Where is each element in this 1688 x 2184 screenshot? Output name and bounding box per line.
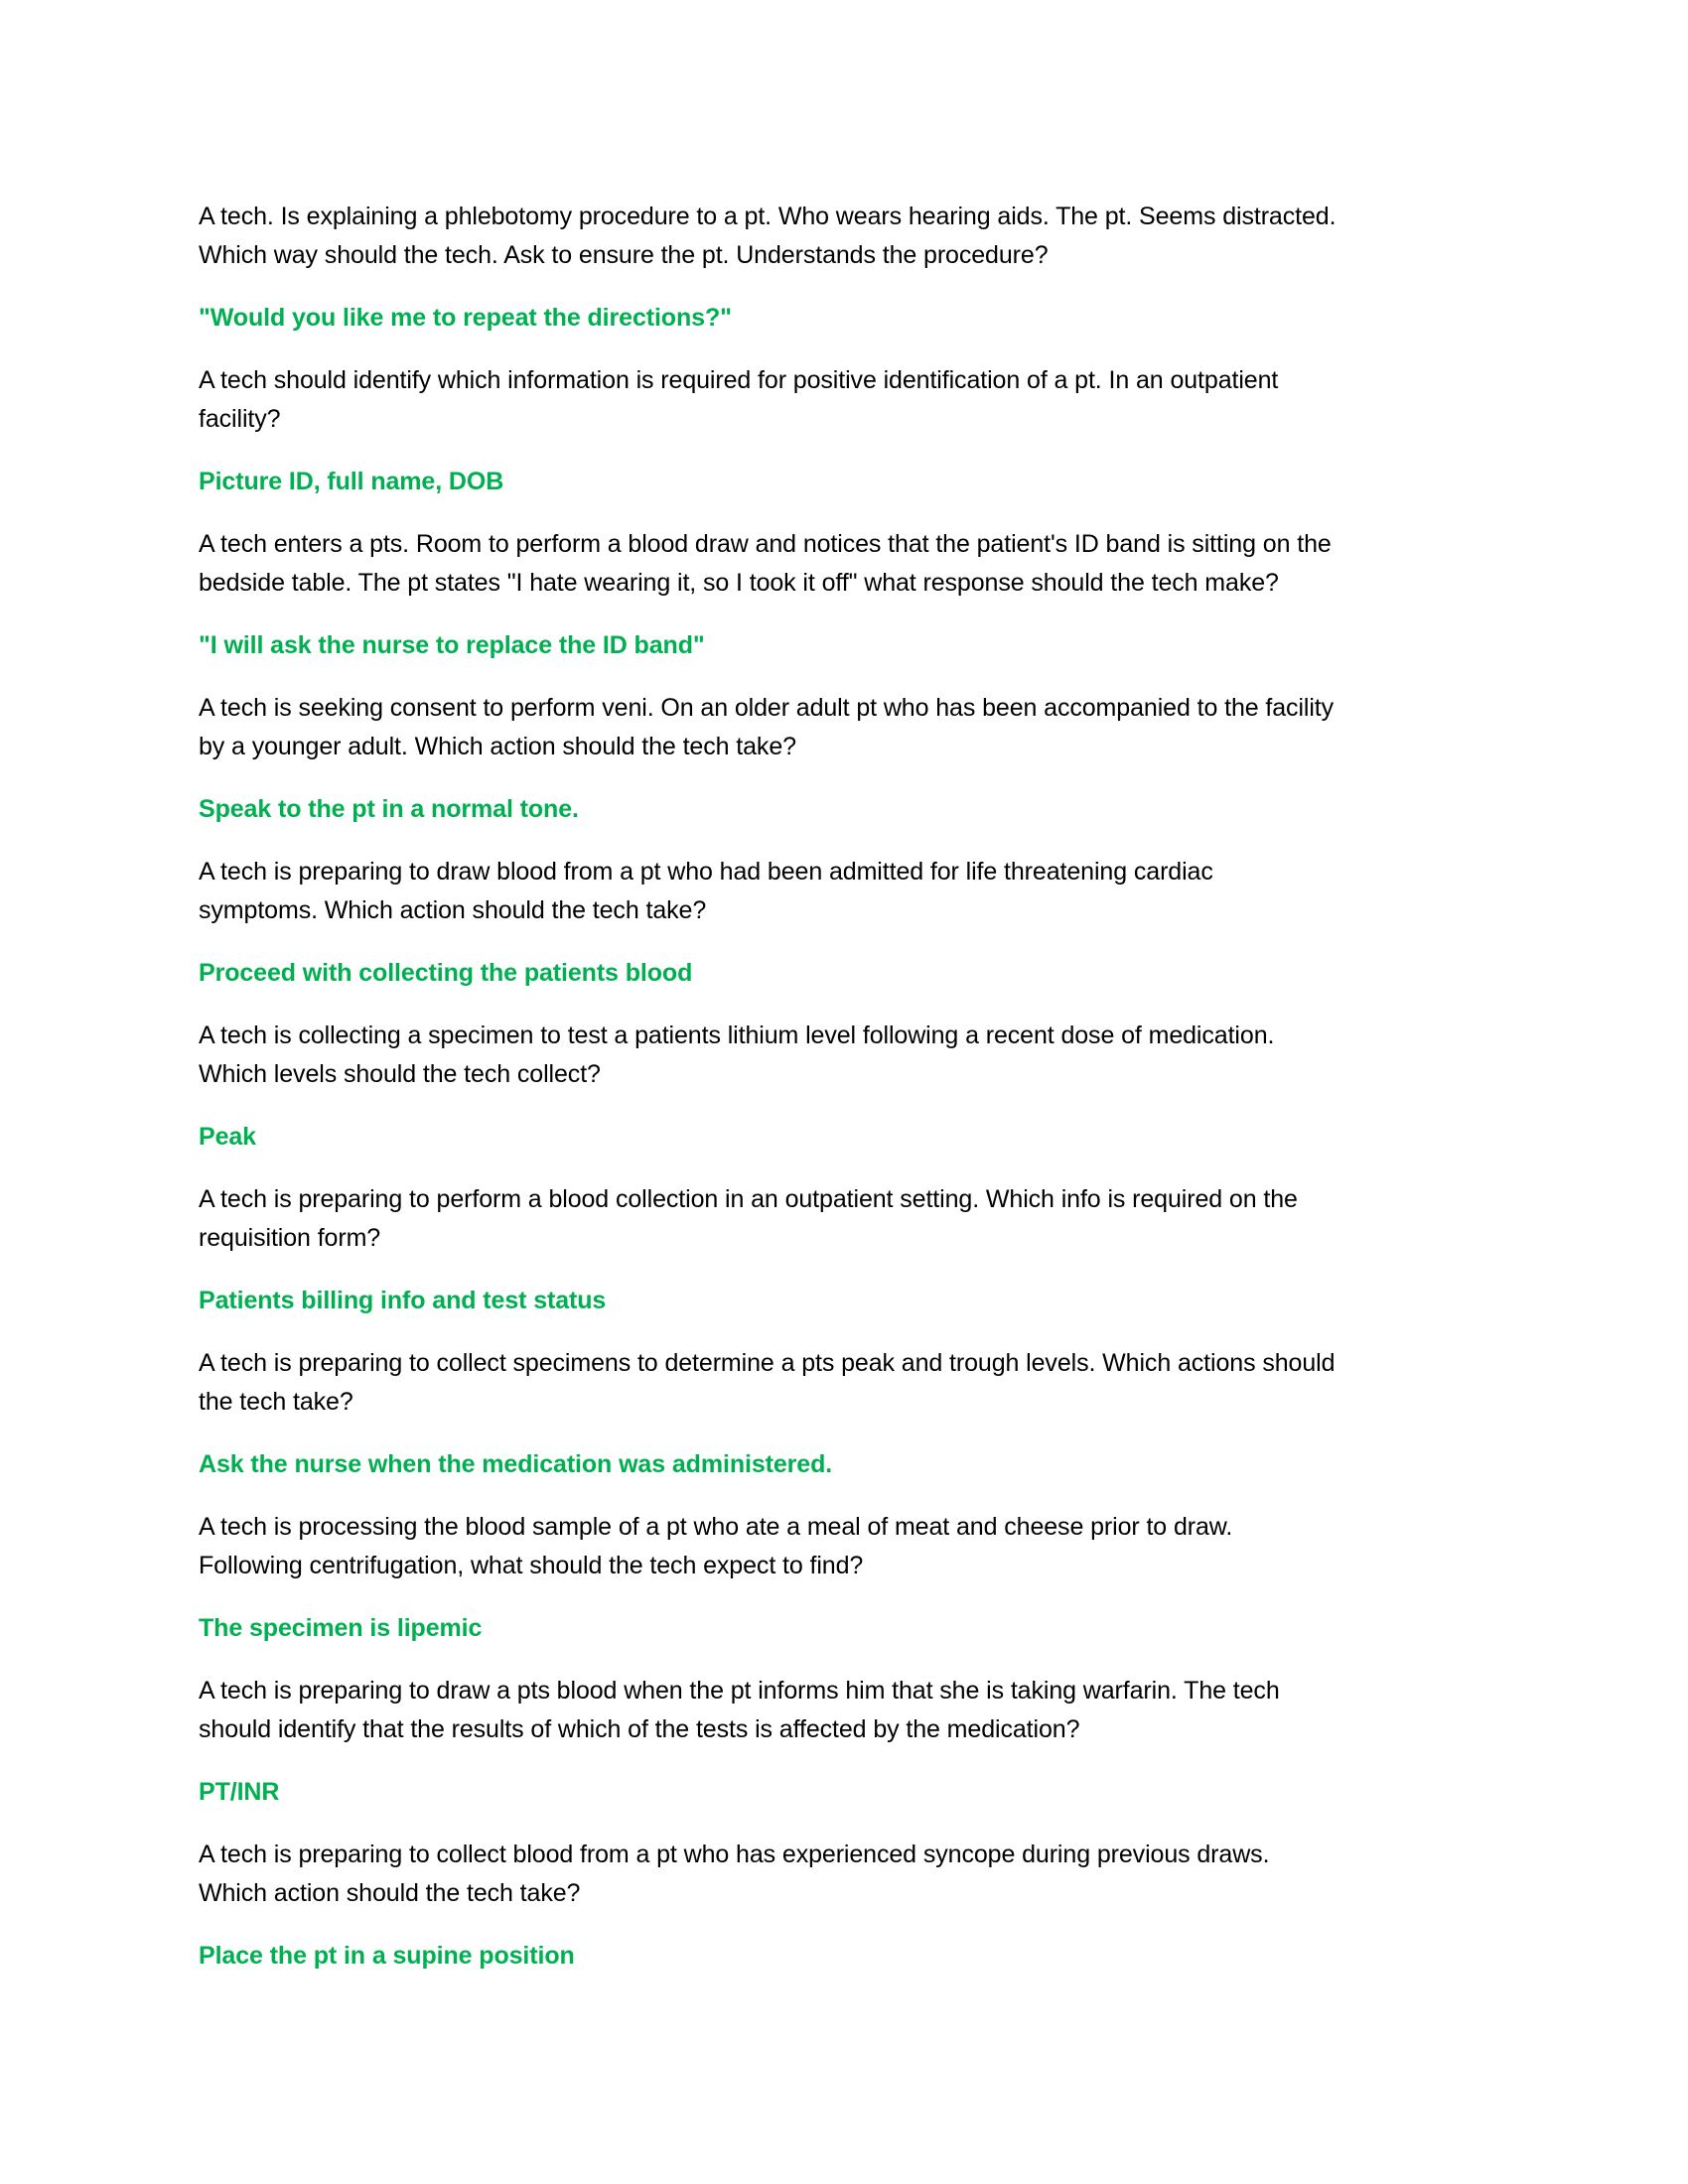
answer-text: Ask the nurse when the medication was administered. [199, 1450, 833, 1478]
answer-4 [199, 790, 1499, 829]
question-line: by a younger adult. Which action should the tech take? [199, 733, 796, 760]
question-11 [199, 1836, 1499, 1913]
question-9 [199, 1508, 1499, 1585]
question-line: Which way should the tech. Ask to ensure the pt. Understands the procedure? [199, 241, 1049, 269]
question-line: Which action should the tech take? [199, 1879, 581, 1907]
question-line: A tech is preparing to draw a pts blood when the pt informs him that she is taking warfarin. The tech [199, 1677, 1280, 1705]
answer-3 [199, 626, 1499, 665]
question-line: should identify that the results of which of the tests is affected by the medication? [199, 1715, 1080, 1743]
question-5 [199, 853, 1499, 930]
answer-text: "I will ask the nurse to replace the ID band" [199, 631, 705, 659]
question-line: Which levels should the tech collect? [199, 1060, 601, 1088]
question-2 [199, 361, 1499, 439]
question-line: requisition form? [199, 1224, 381, 1252]
question-line: Following centrifugation, what should the tech expect to find? [199, 1552, 864, 1579]
question-7 [199, 1180, 1499, 1258]
answer-8 [199, 1445, 1499, 1484]
question-line: A tech should identify which information is required for positive identification of a pt. In an outpatient [199, 366, 1279, 394]
answer-text: Patients billing info and test status [199, 1287, 607, 1314]
answer-text: Place the pt in a supine position [199, 1942, 575, 1970]
question-line: facility? [199, 405, 281, 433]
answer-text: The specimen is lipemic [199, 1614, 483, 1642]
answer-5 [199, 954, 1499, 993]
answer-text: Peak [199, 1123, 256, 1151]
answer-10 [199, 1773, 1499, 1812]
answer-2 [199, 463, 1499, 501]
answer-6 [199, 1118, 1499, 1157]
document-page [199, 198, 1499, 1999]
question-4 [199, 689, 1499, 766]
question-10 [199, 1672, 1499, 1749]
question-line: the tech take? [199, 1388, 353, 1416]
answer-9 [199, 1609, 1499, 1648]
question-8 [199, 1344, 1499, 1422]
question-line: A tech is preparing to collect specimens to determine a pts peak and trough levels. Which actions should [199, 1349, 1336, 1377]
answer-11 [199, 1937, 1499, 1976]
question-3 [199, 525, 1499, 603]
answer-text: Speak to the pt in a normal tone. [199, 795, 579, 823]
question-line: A tech is preparing to perform a blood collection in an outpatient setting. Which info is required on the [199, 1185, 1298, 1213]
answer-7 [199, 1282, 1499, 1320]
question-1 [199, 198, 1499, 275]
answer-1 [199, 299, 1499, 338]
question-line: A tech. Is explaining a phlebotomy procedure to a pt. Who wears hearing aids. The pt. Seems distracted. [199, 203, 1336, 230]
answer-text: PT/INR [199, 1778, 280, 1806]
question-line: A tech is preparing to draw blood from a pt who had been admitted for life threatening cardiac [199, 858, 1213, 886]
question-6 [199, 1017, 1499, 1094]
question-line: A tech enters a pts. Room to perform a blood draw and notices that the patient's ID band is sitting on the [199, 530, 1332, 558]
question-line: symptoms. Which action should the tech take? [199, 896, 707, 924]
question-line: bedside table. The pt states "I hate wearing it, so I took it off" what response should the tech make? [199, 569, 1279, 597]
question-line: A tech is collecting a specimen to test a patients lithium level following a recent dose of medication. [199, 1022, 1275, 1049]
question-line: A tech is preparing to collect blood from a pt who has experienced syncope during previous draws. [199, 1841, 1270, 1868]
question-line: A tech is seeking consent to perform veni. On an older adult pt who has been accompanied to the facility [199, 694, 1335, 722]
answer-text: Picture ID, full name, DOB [199, 468, 504, 495]
answer-text: "Would you like me to repeat the directions?" [199, 304, 732, 332]
question-line: A tech is processing the blood sample of a pt who ate a meal of meat and cheese prior to draw. [199, 1513, 1233, 1541]
answer-text: Proceed with collecting the patients blood [199, 959, 693, 987]
